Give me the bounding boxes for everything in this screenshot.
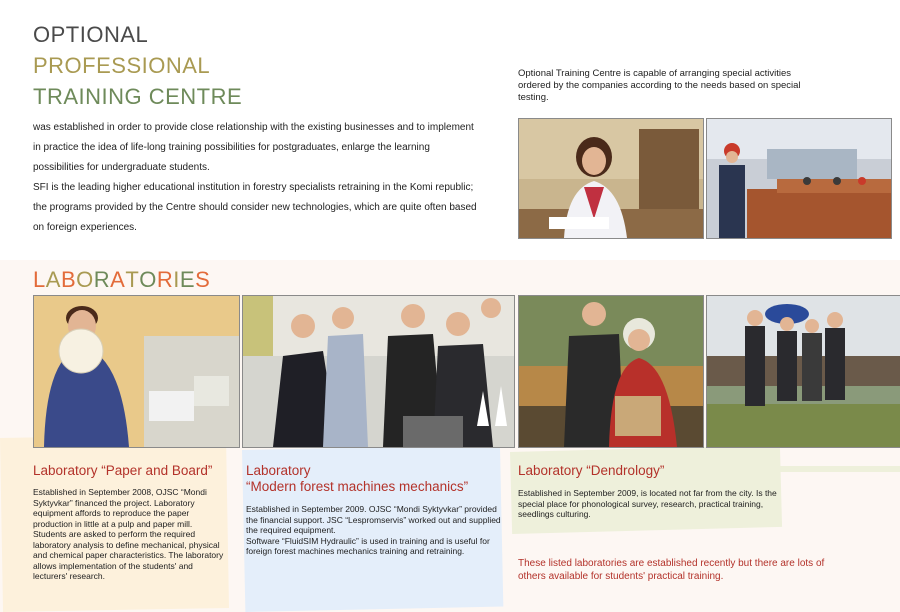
machines-lab-text	[246, 463, 506, 557]
laboratories-title-letter: S	[195, 267, 211, 292]
laboratories-title	[33, 266, 210, 294]
dendrology-lab-body: Established in September 2009, is located not far from the city. Is the special place for phonological survey, research, practical training, seedlings culturing.	[518, 488, 777, 519]
intro-paragraph-2: SFI is the leading higher educational institution in forestry specialists retraining in the Komi republic; the programs provided by the Centre should consider new technologies, which are quite often based on foreign experiences.	[33, 182, 477, 233]
laboratories-title-letter: B	[60, 267, 77, 292]
dendrology-field-photo	[706, 295, 900, 448]
machines-lab-body-2: Software “FluidSIM Hydraulic” is used in training and is useful for foreign forest machines mechanics training and retraining.	[246, 535, 490, 556]
laboratories-title-letter: O	[76, 267, 94, 292]
dendrology-lab-heading: Laboratory “Dendrology”	[518, 463, 665, 478]
laboratories-title-letter: E	[179, 267, 196, 292]
training-centre-note: Optional Training Centre is capable of arranging special activities ordered by the companies according to the needs based on special testing.	[518, 68, 801, 103]
paper-lab-body: Established in September 2008, OJSC “Mondi Syktyvkar” financed the project. Laboratory equipment affords to reproduce the paper production in little at a pulp and paper mill. Students are asked to perform the required laboratory analysis to define mechanical, physical and chemical paper characteristics. The laboratory allows implementation of the students' and lecturers' research.	[33, 487, 224, 581]
page-title-line-3: TRAINING CENTRE	[33, 84, 243, 109]
laboratories-title-letter: A	[45, 267, 61, 292]
page-title-line-2: PROFESSIONAL	[33, 53, 211, 78]
laboratories-footer-note: These listed laboratories are established recently but there are lots of others available for students' practical training.	[518, 558, 825, 582]
paper-lab-text	[33, 463, 225, 582]
classroom-photo	[706, 118, 892, 239]
machines-lab-body-1: Established in September 2009. OJSC “Mondi Syktyvkar” provided the financial support. JSC “Lespromservis” worked out and supplied the required equipment.	[246, 504, 501, 535]
machines-lab-heading-line-1: Laboratory	[246, 463, 311, 478]
laboratories-title-letter: I	[173, 267, 180, 292]
laboratories-title-letter: R	[93, 267, 111, 292]
laboratories-title-letter: A	[110, 267, 126, 292]
paper-lab-heading: Laboratory “Paper and Board”	[33, 463, 213, 478]
office-photo	[518, 118, 704, 239]
laboratories-title-letter: L	[33, 267, 46, 292]
machines-lab-photo	[242, 295, 515, 448]
laboratories-title-letter: T	[125, 267, 140, 292]
dendrology-lab-text	[518, 463, 780, 520]
paper-lab-photo	[33, 295, 240, 448]
machines-lab-heading-line-2: “Modern forest machines mechanics”	[246, 479, 469, 494]
dendrology-planting-photo	[518, 295, 704, 448]
decorative-divider	[780, 466, 900, 472]
intro-text	[33, 118, 478, 238]
intro-paragraph-1: was established in order to provide close relationship with the existing businesses and to implement in practice the idea of life-long training possibilities for postgraduates, enlarge the learning possibilities for undergraduate students.	[33, 122, 474, 173]
laboratories-title-letter: O	[139, 267, 157, 292]
laboratories-title-letter: R	[156, 267, 174, 292]
machines-lab-body	[246, 504, 506, 557]
page-title-line-1: OPTIONAL	[33, 22, 149, 47]
